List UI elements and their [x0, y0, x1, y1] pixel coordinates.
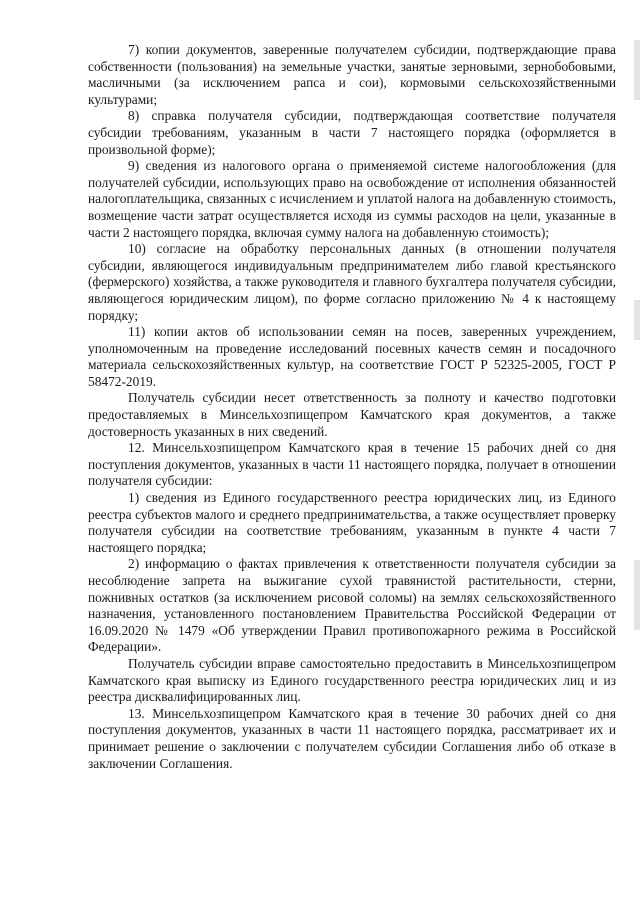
document-page	[88, 42, 616, 772]
paragraph-section-12-item-2: 2) информацию о фактах привлечения к ответственности получателя субсидии за несоблюдение запрета на выжигание сухой травянистой растительности, стерни, пожнивных остатков (за исключением рисовой соломы) на землях сельскохозяйственного назначения, установленного постановлением Правительства Российской Федерации от 16.09.2020 № 1479 «Об утверждении Правил противопожарного режима в Российской Федерации».	[88, 556, 616, 655]
paragraph-item-9: 9) сведения из налогового органа о применяемой системе налогообложения (для получателей субсидии, использующих право на освобождение от исполнения обязанностей налогоплательщика, связанных с исчислением и уплатой налога на добавленную стоимость, возмещение части затрат осуществляется исходя из суммы расходов на цели, указанные в части 2 настоящего порядка, включая сумму налога на добавленную стоимость);	[88, 158, 616, 240]
paragraph-item-11: 11) копии актов об использовании семян на посев, заверенных учреждением, уполномоченным на проведение исследований посевных качеств семян и посадочного материала сельскохозяйственных культур, на соответствие ГОСТ Р 52325-2005, ГОСТ Р 58472-2019.	[88, 324, 616, 389]
scan-edge-mark	[634, 300, 640, 340]
paragraph-item-8: 8) справка получателя субсидии, подтверждающая соответствие получателя субсидии требованиям, указанным в части 7 настоящего порядка (оформляется в произвольной форме);	[88, 108, 616, 157]
scan-edge-mark	[634, 40, 640, 100]
paragraph-section-12: 12. Минсельхозпищепром Камчатского края в течение 15 рабочих дней со дня поступления документов, указанных в части 11 настоящего порядка, получает в отношении получателя субсидии:	[88, 440, 616, 489]
paragraph-responsibility: Получатель субсидии несет ответственность за полноту и качество подготовки предоставляемых в Минсельхозпищепром Камчатского края документов, а также достоверность указанных в них сведений.	[88, 390, 616, 439]
paragraph-item-7: 7) копии документов, заверенные получателем субсидии, подтверждающие права собственности (пользования) на земельные участки, занятые зерновыми, зернобобовыми, масличными (за исключением рапса и сои), кормовыми сельскохозяйственными культурами;	[88, 42, 616, 107]
paragraph-section-12-item-1: 1) сведения из Единого государственного реестра юридических лиц, из Единого реестра субъектов малого и среднего предпринимательства, а также осуществляет проверку получателя субсидии на соответствие требованиям, указанным в пункте 4 части 7 настоящего порядка;	[88, 490, 616, 555]
scan-edge-mark	[634, 560, 640, 630]
paragraph-section-13: 13. Минсельхозпищепром Камчатского края в течение 30 рабочих дней со дня поступления документов, указанных в части 11 настоящего порядка, рассматривает их и принимает решение о заключении с получателем субсидии Соглашения либо об отказе в заключении Соглашения.	[88, 705, 616, 771]
paragraph-item-10: 10) согласие на обработку персональных данных (в отношении получателя субсидии, являющегося индивидуальным предпринимателем либо главой крестьянского (фермерского) хозяйства, а также руководителя и главного бухгалтера получателя субсидии, являющегося юридическим лицом), по форме согласно приложению № 4 к настоящему порядку;	[88, 241, 616, 323]
paragraph-extract-right: Получатель субсидии вправе самостоятельно предоставить в Минсельхозпищепром Камчатского края выписку из Единого государственного реестра юридических лиц и из реестра дисквалифицированных лиц.	[88, 655, 616, 705]
